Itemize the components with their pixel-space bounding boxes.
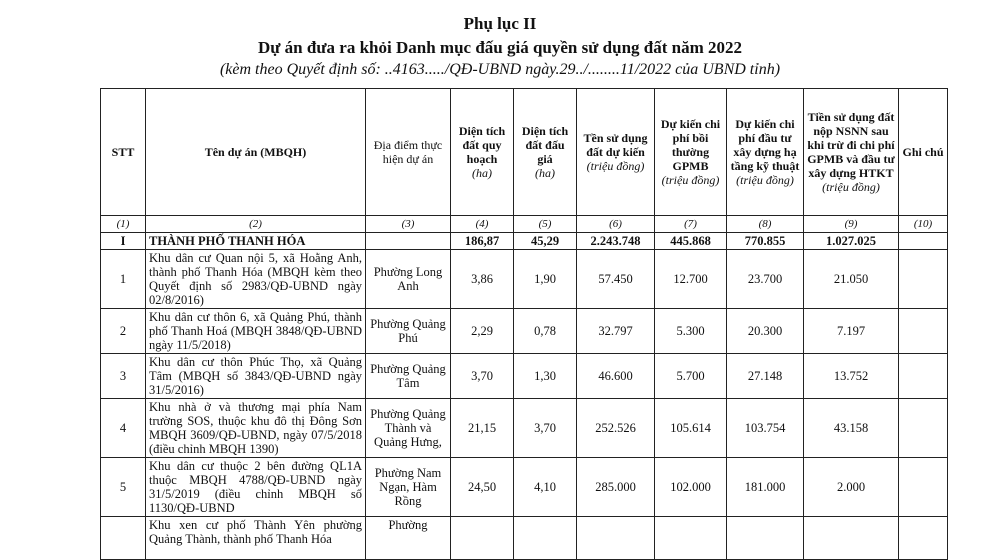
col-number: (7) [655,216,727,233]
table-row [101,309,948,354]
total-gpmb: 445.868 [655,233,727,250]
appendix-title: Phụ lục II [463,14,537,33]
total-area-auction: 45,29 [514,233,577,250]
row-location: Phường Long Anh [366,250,451,309]
header-location: Địa điểm thực hiện dự án [366,89,451,216]
row-note [899,354,948,399]
row-area-plan: 24,50 [451,458,514,517]
table-row [101,399,948,458]
project-table [100,88,948,560]
col-number: (1) [101,216,146,233]
row-net: 21.050 [804,250,899,309]
row-location: Phường Nam Ngạn, Hàm Rồng [366,458,451,517]
table-row [101,250,948,309]
row-gpmb: 102.000 [655,458,727,517]
total-net: 1.027.025 [804,233,899,250]
col-number: (2) [146,216,366,233]
col-number: (6) [577,216,655,233]
header-row [101,89,948,216]
table-row [101,517,948,560]
total-area-plan: 186,87 [451,233,514,250]
row-area-auction: 1,90 [514,250,577,309]
row-fee: 57.450 [577,250,655,309]
row-note [899,517,948,560]
header-infra: Dự kiến chi phí đầu tư xây dựng hạ tầng kỹ thuật (triệu đồng) [727,89,804,216]
total-fee: 2.243.748 [577,233,655,250]
row-gpmb: 5.700 [655,354,727,399]
row-gpmb: 105.614 [655,399,727,458]
row-net: 2.000 [804,458,899,517]
row-infra: 27.148 [727,354,804,399]
row-net: 43.158 [804,399,899,458]
row-net [804,517,899,560]
col-number: (3) [366,216,451,233]
row-area-auction: 0,78 [514,309,577,354]
row-name: Khu dân cư thôn Phúc Thọ, xã Quảng Tâm (MBQH số 3843/QĐ-UBND ngày 31/5/2016) [146,354,366,399]
row-fee: 285.000 [577,458,655,517]
column-number-row [101,216,948,233]
row-net: 7.197 [804,309,899,354]
row-stt: 2 [101,309,146,354]
row-name: Khu dân cư thôn 6, xã Quảng Phú, thành phố Thanh Hoá (MBQH 3848/QĐ-UBND ngày 11/5/2018) [146,309,366,354]
total-infra: 770.855 [727,233,804,250]
row-location: Phường Quảng Tâm [366,354,451,399]
row-infra [727,517,804,560]
table-row [101,354,948,399]
row-gpmb [655,517,727,560]
row-stt: 1 [101,250,146,309]
row-area-auction [514,517,577,560]
row-area-auction: 3,70 [514,399,577,458]
decision-note: (kèm theo Quyết định số: ..4163...../QĐ-UBND ngày.29../........11/2022 của UBND tỉnh) [219,61,781,78]
row-note [899,399,948,458]
row-area-plan: 3,70 [451,354,514,399]
header-fee: Tền sử dụng đất dự kiến (triệu đồng) [577,89,655,216]
header-name: Tên dự án (MBQH) [146,89,366,216]
row-fee: 32.797 [577,309,655,354]
col-number: (9) [804,216,899,233]
row-gpmb: 12.700 [655,250,727,309]
row-stt: 5 [101,458,146,517]
header-stt: STT [101,89,146,216]
row-note [899,458,948,517]
row-location: Phường [366,517,451,560]
row-fee: 252.526 [577,399,655,458]
row-location: Phường Quảng Phú [366,309,451,354]
col-number: (4) [451,216,514,233]
row-stt [101,517,146,560]
row-location: Phường Quảng Thành và Quảng Hưng, [366,399,451,458]
table-row [101,458,948,517]
row-note [899,309,948,354]
total-stt: I [101,233,146,250]
col-number: (8) [727,216,804,233]
row-note [899,250,948,309]
col-number: (10) [899,216,948,233]
row-area-auction: 1,30 [514,354,577,399]
row-area-plan: 3,86 [451,250,514,309]
row-infra: 103.754 [727,399,804,458]
row-stt: 4 [101,399,146,458]
header-area-plan: Diện tích đất quy hoạch (ha) [451,89,514,216]
row-area-plan [451,517,514,560]
row-infra: 23.700 [727,250,804,309]
row-infra: 20.300 [727,309,804,354]
row-area-auction: 4,10 [514,458,577,517]
row-name: Khu dân cư thuộc 2 bên đường QL1A thuộc MBQH 4788/QĐ-UBND ngày 31/5/2019 (điều chỉnh MBQH số 1130/QĐ-UBND [146,458,366,517]
row-area-plan: 2,29 [451,309,514,354]
row-fee: 46.600 [577,354,655,399]
row-infra: 181.000 [727,458,804,517]
header-gpmb: Dự kiến chi phí bồi thường GPMB (triệu đồng) [655,89,727,216]
total-name: THÀNH PHỐ THANH HÓA [146,233,366,250]
header-net: Tiền sử dụng đất nộp NSNN sau khi trừ đi chi phí GPMB và đầu tư xây dựng HTKT (triệu đồng) [804,89,899,216]
row-name: Khu nhà ở và thương mại phía Nam trường SOS, thuộc khu đô thị Đông Sơn MBQH 3609/QĐ-UBND, ngày 07/5/2018 (điều chỉnh MBQH 1390) [146,399,366,458]
header-area-auction: Diện tích đất đấu giá (ha) [514,89,577,216]
document-subtitle: Dự án đưa ra khỏi Danh mục đấu giá quyền sử dụng đất năm 2022 [257,38,743,57]
row-area-plan: 21,15 [451,399,514,458]
row-gpmb: 5.300 [655,309,727,354]
row-fee [577,517,655,560]
total-row [101,233,948,250]
row-net: 13.752 [804,354,899,399]
col-number: (5) [514,216,577,233]
header-note: Ghi chú [899,89,948,216]
row-stt: 3 [101,354,146,399]
row-name: Khu xen cư phố Thành Yên phường Quảng Thành, thành phố Thanh Hóa [146,517,366,560]
row-name: Khu dân cư Quan nội 5, xã Hoằng Anh, thành phố Thanh Hóa (MBQH kèm theo Quyết định số 2983/QĐ-UBND ngày 02/8/2016) [146,250,366,309]
